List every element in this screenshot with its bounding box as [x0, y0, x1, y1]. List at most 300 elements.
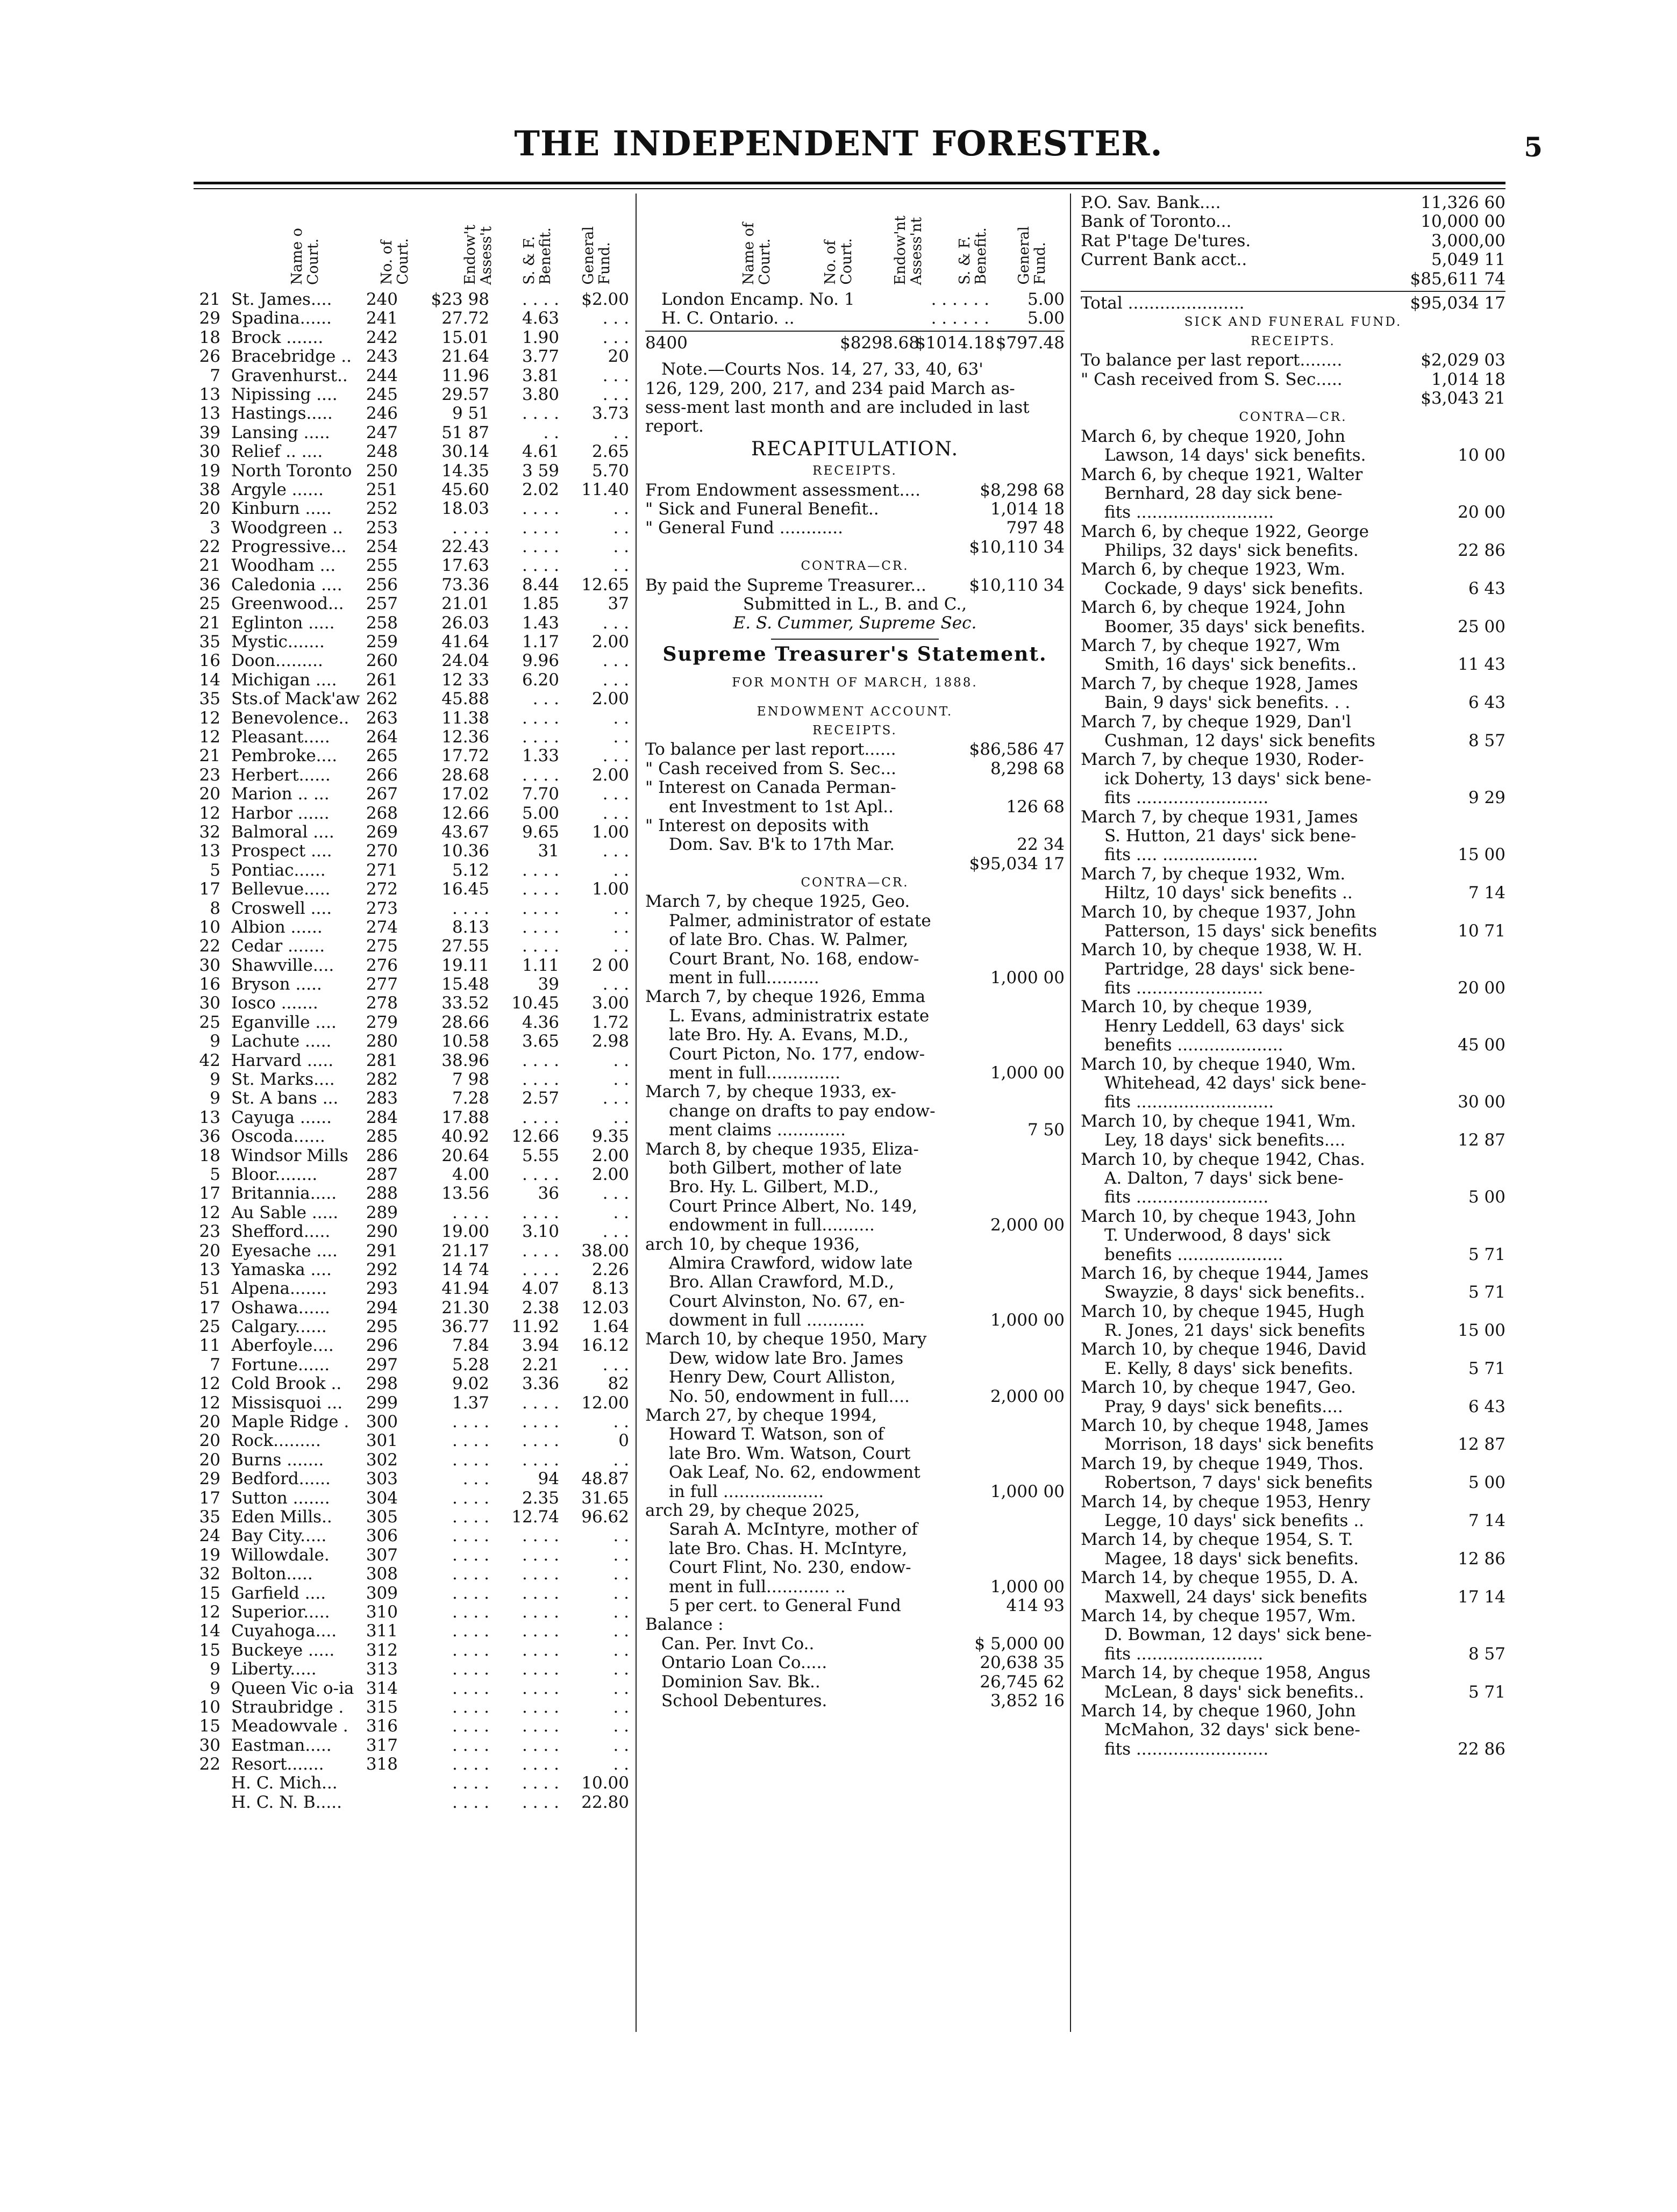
table-row	[194, 1204, 629, 1222]
ledger-amount: 7 14	[1468, 1511, 1505, 1530]
sf-benefit-value: . . . .	[522, 898, 559, 918]
ledger-amount: 2,000 00	[990, 1386, 1065, 1406]
endowment-value: 30.14	[441, 442, 489, 462]
court-name: Caledonia ....	[231, 575, 342, 595]
ledger-text: fits ..........................	[1104, 503, 1274, 522]
ledger-line	[645, 1463, 1065, 1482]
ledger-text: fits .........................	[1104, 788, 1269, 808]
court-number: 241	[366, 309, 398, 328]
sf-benefit-value: 1.17	[522, 632, 559, 652]
general-fund-value: . . .	[602, 975, 629, 994]
court-total-row	[645, 334, 1065, 353]
member-count: 12	[199, 1374, 220, 1394]
court-name: Bellevue.....	[231, 879, 331, 899]
member-count: 20	[199, 784, 220, 804]
endowment-value: . . . .	[452, 1412, 489, 1432]
ledger-amount: 12 87	[1458, 1435, 1505, 1455]
court-number: 297	[366, 1355, 398, 1375]
court-number: 268	[366, 803, 398, 823]
court-number: 258	[366, 613, 398, 633]
general-fund-value: 1.00	[591, 822, 629, 842]
contra-cr-heading-2: CONTRA—CR.	[801, 876, 909, 890]
endowment-value: 45.60	[441, 479, 489, 499]
ledger-line	[1081, 979, 1505, 998]
ledger-text: March 7, by cheque 1928, James	[1081, 674, 1358, 693]
ledger-text: ent Investment to 1st Apl..	[669, 797, 894, 817]
court-name: Meadowvale .	[231, 1716, 348, 1736]
ledger-text: To balance per last report......	[645, 740, 896, 760]
court-number: 305	[366, 1507, 398, 1527]
ledger-line	[1081, 1074, 1505, 1093]
ledger-text: March 7, by cheque 1933, ex-	[645, 1082, 896, 1102]
ledger-text: of late Bro. Chas. W. Palmer,	[669, 930, 909, 950]
court-number: 277	[366, 975, 398, 994]
ledger-text: To balance per last report........	[1081, 350, 1343, 370]
general-fund-value: 12.00	[581, 1393, 629, 1413]
member-count: 30	[199, 955, 220, 975]
table-row	[194, 1356, 629, 1375]
member-count: 21	[199, 613, 220, 633]
court-number: 245	[366, 384, 398, 404]
ledger-text: both Gilbert, mother of late	[669, 1158, 902, 1178]
endowment-value: 16.45	[441, 879, 489, 899]
ledger-line	[1081, 212, 1505, 231]
member-count: 12	[199, 803, 220, 823]
court-name: Garfield ....	[231, 1583, 326, 1603]
ledger-text: Cushman, 12 days' sick benefits	[1104, 731, 1375, 750]
ledger-text: R. Jones, 21 days' sick benefits	[1104, 1321, 1365, 1341]
right-column	[1081, 194, 1505, 1759]
ledger-text: March 7, by cheque 1926, Emma	[645, 987, 926, 1007]
endowment-value: 33.52	[441, 993, 489, 1013]
sf-benefit-value: 36	[538, 1184, 559, 1204]
sf-benefit-value: 2.02	[522, 479, 559, 499]
member-count: 19	[199, 1545, 220, 1565]
court-name: Cayuga ......	[231, 1107, 332, 1127]
court-name: Herbert......	[231, 765, 331, 785]
table-header-2	[645, 194, 1065, 290]
ledger-text: Henry Dew, Court Alliston,	[669, 1368, 896, 1387]
member-count: 25	[199, 1317, 220, 1337]
court-name: Superior.....	[231, 1602, 330, 1622]
endowment-payments	[645, 892, 1065, 1615]
ledger-line	[1081, 560, 1505, 579]
endowment-value: 28.68	[441, 765, 489, 785]
endowment-value: 10.58	[441, 1032, 489, 1051]
court-number: 315	[366, 1697, 398, 1717]
court-name: H. C. Mich...	[231, 1773, 338, 1793]
table-row	[194, 347, 629, 366]
table-row	[194, 1603, 629, 1622]
member-count: 30	[199, 442, 220, 462]
court-number: 276	[366, 955, 398, 975]
table-row	[194, 614, 629, 633]
sf-benefit-value: 12.66	[511, 1127, 559, 1147]
ledger-text: March 10, by cheque 1941, Wm.	[1081, 1111, 1356, 1131]
ledger-text: Dew, widow late Bro. James	[669, 1348, 904, 1368]
table-row	[194, 367, 629, 385]
general-fund-value: . .	[613, 1602, 629, 1622]
court-name: Shawville....	[231, 955, 334, 975]
ledger-text: March 10, by cheque 1947, Geo.	[1081, 1378, 1356, 1398]
ledger-text: " Cash received from S. Sec...	[645, 758, 896, 778]
table-row	[194, 1032, 629, 1051]
ledger-text: Legge, 10 days' sick benefits ..	[1104, 1511, 1365, 1530]
court-number: 300	[366, 1412, 398, 1432]
endowment-value: . . . .	[452, 1621, 489, 1641]
sf-benefit-value: . . . .	[522, 1241, 559, 1261]
ledger-line	[645, 740, 1065, 759]
ledger-line	[1081, 1645, 1505, 1664]
ledger-line	[645, 1292, 1065, 1311]
court-number: 307	[366, 1545, 398, 1565]
ledger-line	[645, 1444, 1065, 1463]
contra-line-text: By paid the Supreme Treasurer...	[645, 575, 926, 595]
ledger-amount: 7 14	[1468, 883, 1505, 903]
endowment-value: 13.56	[441, 1184, 489, 1204]
court-name: Woodham ...	[231, 556, 336, 576]
ledger-line	[645, 1558, 1065, 1577]
ledger-text: fits ........................	[1104, 978, 1264, 998]
sf-benefit-value: . . . .	[522, 1640, 559, 1660]
court-name: Queen Vic o-ia	[231, 1678, 354, 1698]
member-count: 32	[199, 1564, 220, 1584]
court-name: Oshawa......	[231, 1298, 330, 1318]
sf-benefit-value: . . . .	[522, 556, 559, 576]
endowment-value: 5.28	[452, 1355, 489, 1375]
court-number: 259	[366, 632, 398, 652]
member-count: 9	[210, 1089, 220, 1108]
endowment-account-heading: ENDOWMENT ACCOUNT.	[757, 704, 953, 719]
contra-line	[645, 576, 1065, 595]
court-name: Bloor........	[231, 1164, 318, 1184]
court-name: Bay City.....	[231, 1526, 327, 1546]
ledger-amount: 5 71	[1468, 1244, 1505, 1264]
sum-rule	[645, 331, 1065, 332]
sf-benefit-value: . . . .	[522, 1792, 559, 1812]
member-count: 35	[199, 1507, 220, 1527]
general-fund-value: . .	[613, 1545, 629, 1565]
endowment-value: 15.01	[441, 327, 489, 347]
table-row	[194, 462, 629, 481]
general-fund-value: . .	[613, 1450, 629, 1470]
ledger-amount: 22 86	[1458, 1739, 1505, 1759]
ledger-amount: 1,000 00	[990, 1063, 1065, 1083]
member-count: 18	[199, 1146, 220, 1165]
member-count: 18	[199, 327, 220, 347]
ledger-line	[645, 1330, 1065, 1349]
general-fund-value: 20	[608, 347, 629, 367]
ledger-line	[645, 835, 1065, 854]
endowment-value: 27.72	[441, 309, 489, 328]
ledger-amount: 1,014 18	[1431, 369, 1505, 389]
page-number: 5	[1524, 131, 1543, 163]
table-row	[194, 1641, 629, 1660]
sf-benefit-value: 5.55	[522, 1146, 559, 1165]
note-line	[645, 398, 1065, 417]
ledger-text: ment in full..........	[669, 968, 819, 988]
ledger-amount: 1,000 00	[990, 1311, 1065, 1330]
ledger-line	[1081, 922, 1505, 941]
ledger-text: March 7, by cheque 1932, Wm.	[1081, 864, 1346, 884]
ledger-line	[645, 1501, 1065, 1520]
general-fund-value: 11.40	[581, 479, 629, 499]
ledger-amount: 5 71	[1468, 1682, 1505, 1702]
court-number: 240	[366, 290, 398, 309]
ledger-text: ick Doherty, 13 days' sick bene-	[1104, 769, 1372, 789]
endowment-value: 26.03	[441, 613, 489, 633]
endowment-value: 8.13	[452, 917, 489, 937]
ledger-amount: 20 00	[1458, 503, 1505, 522]
general-fund-value: 3.73	[591, 404, 629, 424]
ledger-line	[645, 1273, 1065, 1292]
ledger-line	[1081, 598, 1505, 617]
ledger-text: Whitehead, 42 days' sick bene-	[1104, 1073, 1367, 1093]
endowment-value: . . . .	[452, 518, 489, 538]
ledger-line	[1081, 1473, 1505, 1492]
court-number: 296	[366, 1336, 398, 1356]
sf-benefit-value: . . . .	[522, 1107, 559, 1127]
note-text: Note.—Courts Nos. 14, 27, 33, 40, 63'	[661, 360, 983, 380]
ledger-line	[645, 1064, 1065, 1083]
ledger-text: fits ..........................	[1104, 1092, 1274, 1112]
court-number: 283	[366, 1089, 398, 1108]
ledger-amount: 10 71	[1458, 921, 1505, 941]
table-row	[194, 918, 629, 937]
sf-benefit-value: . . . .	[522, 1431, 559, 1451]
ledger-amount: 1,000 00	[990, 968, 1065, 988]
ledger-amount: $8,298 68	[980, 480, 1065, 500]
ledger-line	[645, 1425, 1065, 1444]
member-count: 16	[199, 975, 220, 994]
sf-benefit-value: . . . .	[522, 518, 559, 538]
month-heading: FOR MONTH OF MARCH, 1888.	[732, 676, 978, 690]
general-fund-value: . . .	[602, 309, 629, 328]
table-row	[194, 1299, 629, 1318]
member-count: 10	[199, 917, 220, 937]
court-name: Fortune......	[231, 1355, 330, 1375]
ledger-line	[1081, 484, 1505, 503]
general-fund-value: . . .	[602, 1089, 629, 1108]
member-count: 14	[199, 670, 220, 690]
ledger-text: dowment in full ...........	[669, 1311, 865, 1330]
ledger-line	[1081, 1112, 1505, 1131]
general-fund-value: . .	[613, 1526, 629, 1546]
general-fund-value: . .	[613, 1050, 629, 1070]
court-name: Michigan ....	[231, 670, 337, 690]
endowment-value: . . . .	[452, 1488, 489, 1508]
court-number: 318	[366, 1755, 398, 1774]
ledger-text: Bernhard, 28 day sick bene-	[1104, 483, 1343, 503]
ledger-line	[1081, 618, 1505, 636]
receipts-heading: RECEIPTS.	[812, 723, 897, 738]
table-row	[194, 1451, 629, 1470]
court-number: 256	[366, 575, 398, 595]
ledger-text: benefits ....................	[1104, 1035, 1283, 1055]
ledger-line	[645, 1235, 1065, 1254]
ledger-line	[645, 1197, 1065, 1216]
member-count: 17	[199, 879, 220, 899]
ledger-line	[645, 1026, 1065, 1044]
sf-benefit-value: . . . .	[522, 1678, 559, 1698]
member-count: 22	[199, 936, 220, 956]
ledger-amount: 3,000,00	[1431, 231, 1505, 250]
sick-receipt-lines	[1081, 351, 1505, 389]
court-name: Aberfoyle....	[231, 1336, 334, 1356]
table-row	[194, 424, 629, 442]
general-fund-value: $2.00	[581, 290, 629, 309]
endowment-value: . . . .	[452, 1507, 489, 1527]
recap-total-line	[645, 538, 1065, 557]
sick-contra-heading: CONTRA—CR.	[1239, 410, 1347, 425]
member-count: 5	[210, 1164, 220, 1184]
ledger-line	[645, 760, 1065, 778]
ledger-amount: 797 48	[1006, 518, 1065, 538]
court-number: 257	[366, 594, 398, 614]
sf-benefit-value: 39	[538, 975, 559, 994]
court-name: Nipissing ....	[231, 384, 338, 404]
member-count: 13	[199, 1107, 220, 1127]
ledger-text: Partridge, 28 days' sick bene-	[1104, 959, 1355, 979]
ledger-amount: 11,326 60	[1421, 193, 1505, 212]
ledger-text: March 14, by cheque 1955, D. A.	[1081, 1568, 1359, 1588]
ledger-text: Can. Per. Invt Co..	[661, 1634, 815, 1653]
court-name: H. C. N. B.....	[231, 1792, 342, 1812]
ledger-text: No. 50, endowment in full....	[669, 1386, 910, 1406]
ledger-line	[1081, 1398, 1505, 1416]
table-row	[194, 328, 629, 347]
ledger-text: Oak Leaf, No. 62, endowment	[669, 1463, 920, 1483]
court-name: Eganville ....	[231, 1012, 337, 1032]
court-name: Yamaska ....	[231, 1259, 332, 1279]
ledger-line	[645, 1121, 1065, 1140]
table-row	[194, 1698, 629, 1717]
total-amount: $95,034 17	[1410, 293, 1505, 313]
ledger-line	[1081, 1188, 1505, 1207]
endowment-value: $23 98	[431, 290, 489, 309]
member-count: 42	[199, 1050, 220, 1070]
ledger-amount: 1,014 18	[990, 499, 1065, 519]
ledger-line	[645, 1254, 1065, 1273]
court-number: 317	[366, 1735, 398, 1755]
court-number: 251	[366, 479, 398, 499]
court-number: 260	[366, 651, 398, 671]
court-name: Calgary......	[231, 1317, 327, 1337]
court-name: Pontiac......	[231, 860, 326, 880]
court-number: 255	[366, 556, 398, 576]
general-fund-value: . .	[613, 1412, 629, 1432]
endowment-value: 17.72	[441, 746, 489, 766]
ledger-amount: 26,745 62	[980, 1672, 1065, 1692]
general-fund-value: 82	[608, 1374, 629, 1394]
court-name: Spadina......	[231, 309, 332, 328]
header-sf-benefit: S. & F. Benefit.	[521, 227, 554, 285]
member-count: 13	[199, 841, 220, 861]
court-name: Resort.......	[231, 1755, 324, 1774]
ledger-text: Bro. Allan Crawford, M.D.,	[669, 1272, 895, 1292]
sf-benefit-value: 10.45	[511, 993, 559, 1013]
header-rule-thin	[194, 188, 1505, 189]
member-count: 30	[199, 993, 220, 1013]
total-sf: $1014.18	[915, 333, 995, 353]
ledger-line	[1081, 1340, 1505, 1359]
page-header	[194, 108, 1543, 172]
sf-benefit-value: . . . .	[522, 1050, 559, 1070]
general-fund-value: 9.35	[591, 1127, 629, 1147]
ledger-amount: 126 68	[1006, 797, 1065, 817]
sf-benefit-value: . . . .	[522, 1659, 559, 1679]
member-count: 20	[199, 1431, 220, 1451]
table-row	[194, 1413, 629, 1431]
statement-title: Supreme Treasurer's Statement.	[662, 642, 1047, 665]
ledger-text: ment claims .............	[669, 1120, 846, 1140]
court-name: St. A bans ...	[231, 1089, 339, 1108]
sf-benefit-value: 9.65	[522, 822, 559, 842]
sf-benefit-value: 31	[538, 841, 559, 861]
court-name: Balmoral ....	[231, 822, 334, 842]
court-name: Straubridge .	[231, 1697, 344, 1717]
endowment-value: . . . .	[452, 898, 489, 918]
ledger-line	[645, 912, 1065, 930]
ledger-text: School Debentures.	[661, 1691, 827, 1710]
ledger-text: Court Prince Albert, No. 149,	[669, 1196, 918, 1216]
ledger-line	[1081, 1626, 1505, 1644]
court-number: 243	[366, 347, 398, 367]
member-count: 10	[199, 1697, 220, 1717]
sf-benefit-value: 4.36	[522, 1012, 559, 1032]
table-row	[194, 1147, 629, 1165]
court-number: 272	[366, 879, 398, 899]
ledger-text: Dom. Sav. B'k to 17th Mar.	[669, 835, 895, 855]
table-row	[194, 1184, 629, 1203]
ledger-line	[1081, 1150, 1505, 1169]
ledger-line	[1081, 732, 1505, 750]
ledger-amount: 22 34	[1017, 835, 1065, 855]
court-number: 314	[366, 1678, 398, 1698]
ledger-line	[1081, 194, 1505, 212]
ledger-line	[1081, 1664, 1505, 1683]
ledger-line	[645, 1597, 1065, 1615]
recap-lines	[645, 481, 1065, 538]
ledger-line	[1081, 1550, 1505, 1569]
table-row	[194, 1584, 629, 1603]
general-fund-value: . .	[613, 860, 629, 880]
sf-benefit-value: . . . .	[522, 860, 559, 880]
ledger-line	[1081, 1264, 1505, 1283]
general-fund-value: . .	[613, 1621, 629, 1641]
general-fund-value: . . .	[602, 784, 629, 804]
ledger-line	[1081, 1169, 1505, 1188]
ledger-line	[645, 519, 1065, 538]
general-fund-value: . .	[613, 1735, 629, 1755]
ledger-line	[1081, 998, 1505, 1016]
general-fund-value: . .	[613, 1107, 629, 1127]
court-name: Missisquoi ...	[231, 1393, 343, 1413]
court-number: 302	[366, 1450, 398, 1470]
court-number: 242	[366, 327, 398, 347]
table-row	[194, 975, 629, 994]
ledger-line	[645, 1045, 1065, 1064]
court-name: Oscoda......	[231, 1127, 325, 1147]
member-count: 25	[199, 594, 220, 614]
member-count: 14	[199, 1621, 220, 1641]
court-number: 292	[366, 1259, 398, 1279]
endowment-value: 7.28	[452, 1089, 489, 1108]
general-fund-value: . .	[613, 708, 629, 728]
recap-receipts-heading: RECEIPTS.	[812, 464, 897, 478]
ledger-line	[1081, 770, 1505, 789]
table-row	[194, 861, 629, 880]
